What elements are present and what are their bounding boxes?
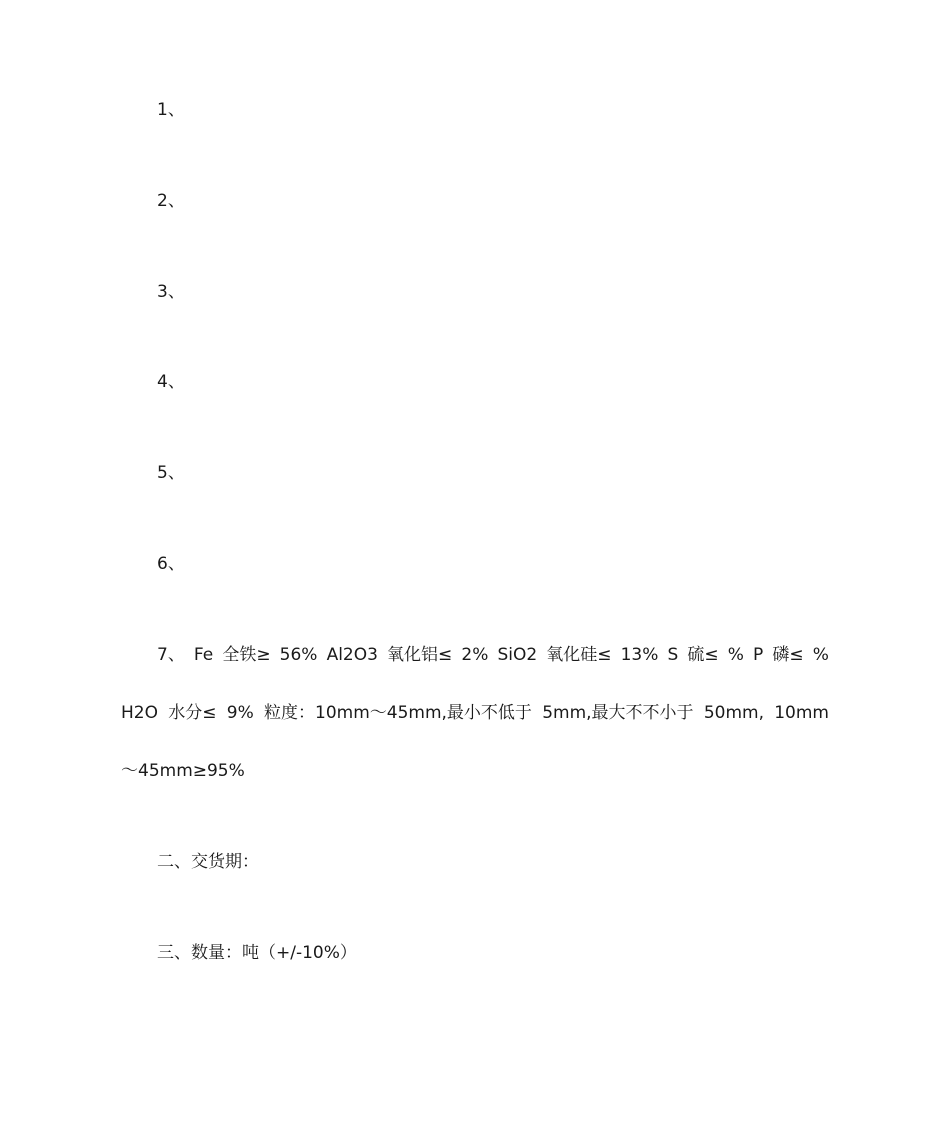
moisture-label: 水分≤ [168, 703, 217, 723]
section-quantity-heading: 三、数量：吨（+/-10%） [157, 943, 357, 963]
list-item-6: 6、 [157, 554, 185, 574]
granularity-range-start: 10mm [774, 703, 829, 723]
list-item-4: 4、 [157, 372, 185, 392]
phosphorus-label: 磷≤ [772, 645, 804, 665]
s-label: S [667, 645, 679, 665]
section-delivery-heading: 二、交货期： [157, 852, 259, 872]
alumina-value: 2% [461, 645, 489, 665]
granularity-max-text: 50mm, [703, 703, 764, 723]
moisture-value: 9% [226, 703, 254, 723]
al2o3-label: Al2O3 [326, 645, 378, 665]
item-7-number: 7、 [157, 645, 185, 665]
granularity-min-text: 5mm,最大不不小于 [542, 703, 694, 723]
sulfur-value: % [727, 645, 744, 665]
sulfur-label: 硫≤ [687, 645, 719, 665]
list-item-2: 2、 [157, 191, 185, 211]
list-item-5: 5、 [157, 463, 185, 483]
h2o-label: H2O [121, 703, 158, 723]
item-7-line-2 [121, 702, 829, 724]
alumina-label: 氧化铝≤ [387, 645, 453, 665]
granularity-text: 粒度：10mm～45mm,最小不低于 [264, 703, 532, 723]
phosphorus-value: % [812, 645, 829, 665]
total-iron-value: 56% [279, 645, 318, 665]
total-iron-label: 全铁≥ [222, 645, 271, 665]
item-7-line-1 [157, 644, 829, 666]
p-label: P [752, 645, 764, 665]
silica-value: 13% [620, 645, 659, 665]
item-7-line-3: ～45mm≥95% [121, 761, 245, 781]
fe-label: Fe [193, 645, 214, 665]
sio2-label: SiO2 [497, 645, 538, 665]
list-item-3: 3、 [157, 282, 185, 302]
silica-label: 氧化硅≤ [546, 645, 612, 665]
list-item-1: 1、 [157, 100, 185, 120]
